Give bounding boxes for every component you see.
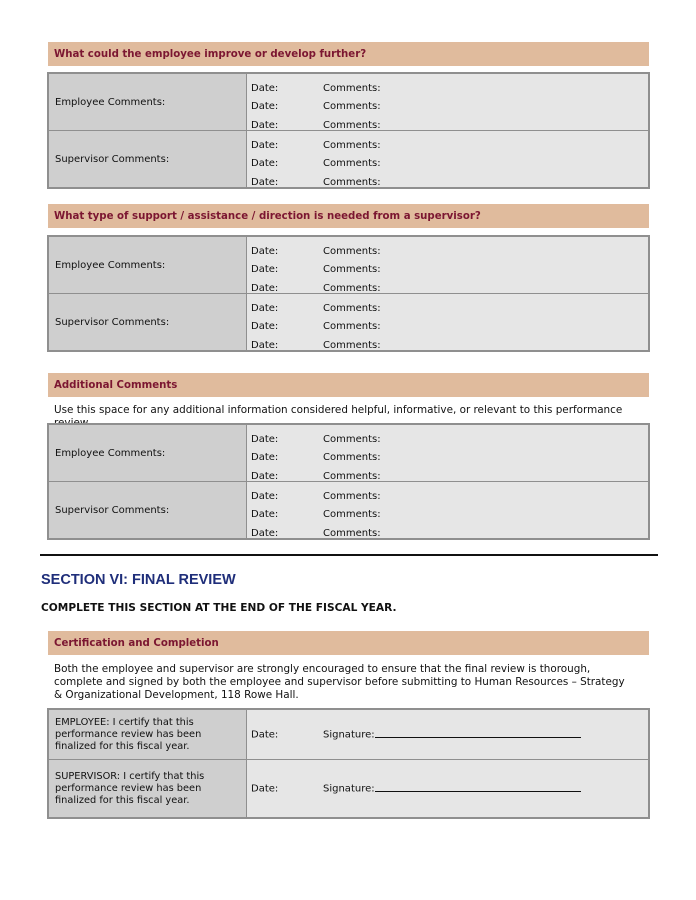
comment-line[interactable] [251,175,381,189]
comments-label: Comments: [323,157,381,169]
date-label: Date: [251,433,279,445]
date-label: Date: [251,245,279,257]
comments-label: Comments: [323,82,381,94]
section-subtitle: COMPLETE THIS SECTION AT THE END OF THE FISCAL YEAR. [41,602,397,614]
signature-line[interactable] [375,791,581,792]
additional-comments-table [47,423,650,540]
comments-label: Comments: [323,320,381,332]
date-label: Date: [251,339,279,351]
employee-comments-label: Employee Comments: [49,237,247,293]
comment-line[interactable] [251,489,381,503]
comments-label: Comments: [323,451,381,463]
comments-label: Comments: [323,433,381,445]
employee-comments-label: Employee Comments: [49,425,247,481]
signature-line[interactable] [375,737,581,738]
employee-comments-label: Employee Comments: [49,74,247,130]
comment-line[interactable] [251,244,381,258]
employee-comments-row [49,425,648,481]
date-field[interactable]: Date: [251,729,279,740]
support-heading: What type of support / assistance / direction is needed from a supervisor? [48,204,649,228]
comments-label: Comments: [323,282,381,294]
support-comments-table [47,235,650,352]
supervisor-comments-row [49,293,648,350]
comment-line[interactable] [251,450,381,464]
date-label: Date: [251,82,279,94]
date-label: Date: [251,157,279,169]
employee-comments-row [49,237,648,293]
certification-table [47,708,650,819]
date-label: Date: [251,527,279,539]
section-title: SECTION VI: FINAL REVIEW [41,572,236,588]
supervisor-comments-label: Supervisor Comments: [49,482,247,538]
comments-label: Comments: [323,119,381,131]
supervisor-comments-row [49,481,648,538]
comments-label: Comments: [323,302,381,314]
comment-line[interactable] [251,156,381,170]
date-label: Date: [251,119,279,131]
date-label: Date: [251,282,279,294]
supervisor-certification-label: SUPERVISOR: I certify that this performance review has been finalized for this fiscal year. [49,760,247,817]
additional-comments-heading: Additional Comments [48,373,649,397]
certification-text: Both the employee and supervisor are strongly encouraged to ensure that the final review is thorough, complete and signed by both the employee and supervisor before submitting to Human Resources – Strategy & Organizational Development, 118 Rowe Hall. [54,663,625,701]
comments-label: Comments: [323,245,381,257]
section-divider [40,554,658,556]
date-field[interactable]: Date: [251,783,279,794]
date-label: Date: [251,320,279,332]
employee-certification-row [49,710,648,759]
comment-line[interactable] [251,138,381,152]
comment-line[interactable] [251,319,381,333]
additional-comments-intro: Use this space for any additional information considered helpful, informative, or relevant to this performance [54,404,623,416]
employee-comments-row [49,74,648,130]
employee-certification-label: EMPLOYEE: I certify that this performance review has been finalized for this fiscal year. [49,710,247,759]
comments-label: Comments: [323,470,381,482]
supervisor-certification-row [49,759,648,817]
comment-line[interactable] [251,338,381,352]
comments-label: Comments: [323,508,381,520]
comment-line[interactable] [251,99,381,113]
date-label: Date: [251,470,279,482]
comments-label: Comments: [323,263,381,275]
comments-label: Comments: [323,100,381,112]
signature-label: Signature: [323,729,375,740]
comment-line[interactable] [251,262,381,276]
date-label: Date: [251,451,279,463]
comments-label: Comments: [323,176,381,188]
date-label: Date: [251,100,279,112]
improve-heading: What could the employee improve or develop further? [48,42,649,66]
supervisor-comments-label: Supervisor Comments: [49,294,247,350]
date-label: Date: [251,508,279,520]
comment-line[interactable] [251,507,381,521]
comments-label: Comments: [323,490,381,502]
date-label: Date: [251,263,279,275]
date-label: Date: [251,490,279,502]
comments-label: Comments: [323,139,381,151]
supervisor-comments-row [49,130,648,187]
date-label: Date: [251,302,279,314]
comments-label: Comments: [323,527,381,539]
comment-line[interactable] [251,526,381,540]
improve-comments-table [47,72,650,189]
signature-label: Signature: [323,783,375,794]
certification-heading: Certification and Completion [48,631,649,655]
comments-label: Comments: [323,339,381,351]
date-label: Date: [251,139,279,151]
supervisor-comments-label: Supervisor Comments: [49,131,247,187]
comment-line[interactable] [251,432,381,446]
comment-line[interactable] [251,81,381,95]
comment-line[interactable] [251,301,381,315]
date-label: Date: [251,176,279,188]
